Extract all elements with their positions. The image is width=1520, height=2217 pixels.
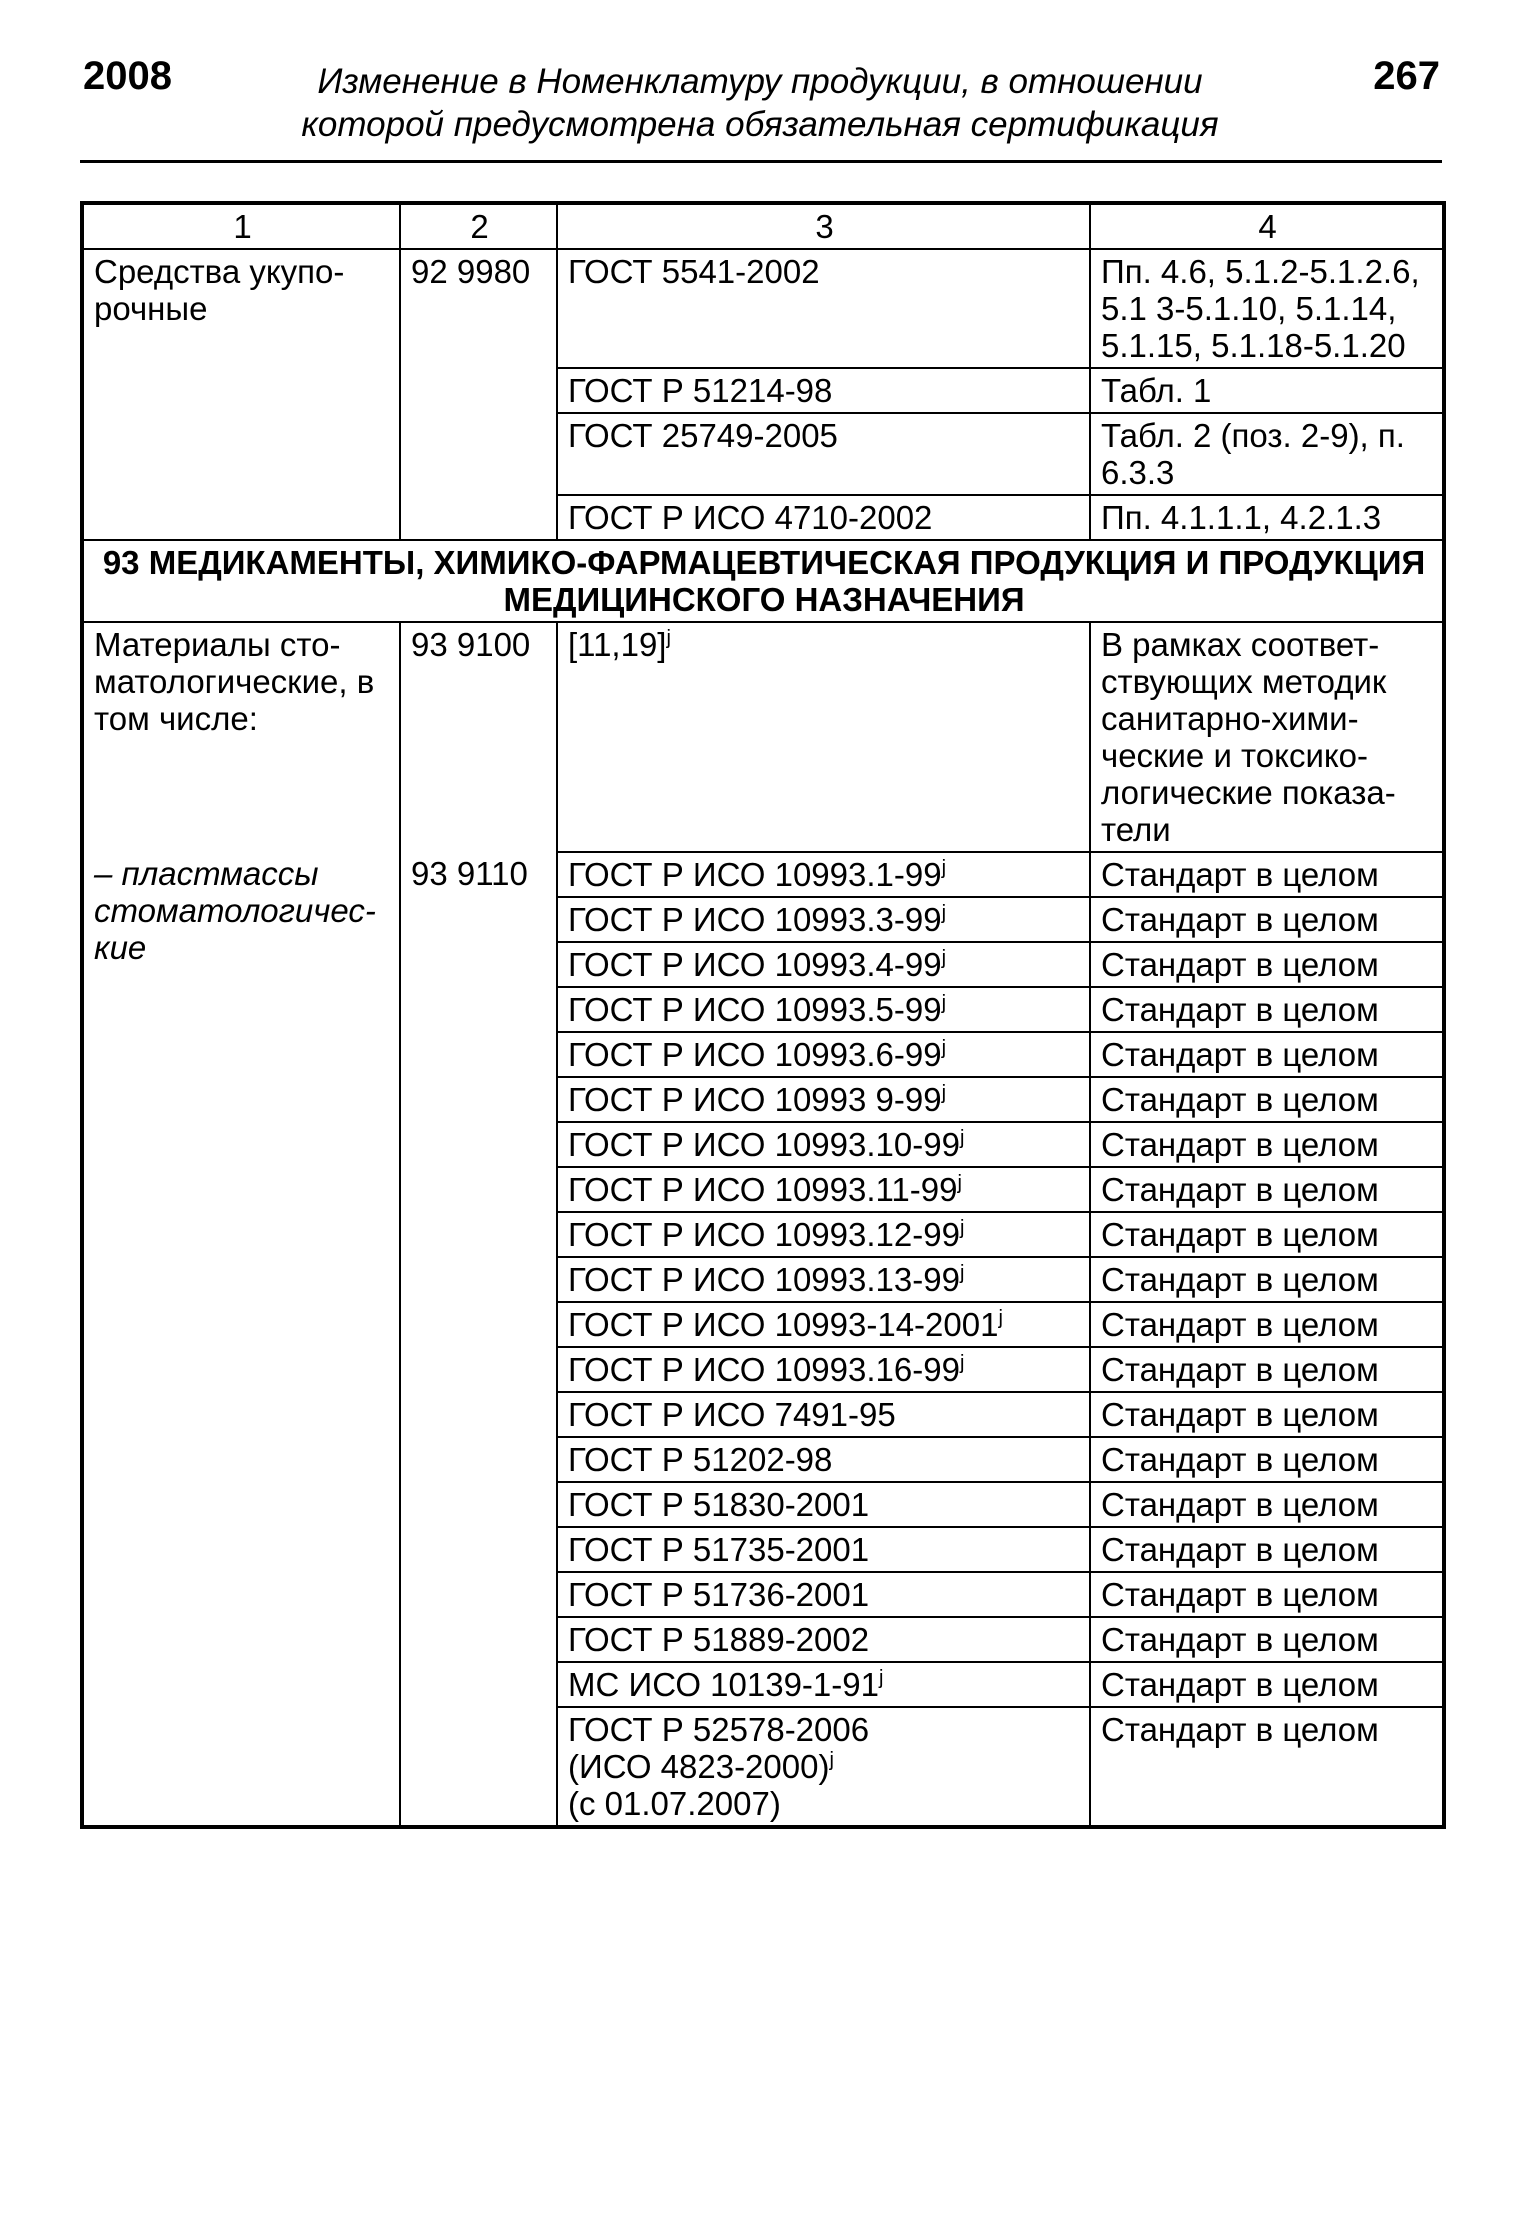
standard-cell: ГОСТ 25749-2005: [557, 413, 1090, 495]
standard-text: ГОСТ Р ИСО 10993.11-99: [568, 1171, 958, 1208]
standard-cell: [557, 1212, 1090, 1257]
standard-text: ГОСТ Р ИСО 10993.1-99: [568, 856, 942, 893]
standard-text: ГОСТ Р 51830-2001: [568, 1486, 870, 1523]
footnote-mark: j: [829, 1749, 834, 1771]
clause-cell: Пп. 4.1.1.1, 4.2.1.3: [1090, 495, 1444, 540]
column-number-row: [82, 203, 1444, 249]
clause-cell: Стандарт в целом: [1090, 1167, 1444, 1212]
product-name: – пластмассы стоматологичес-кие: [82, 852, 400, 1827]
footnote-mark: j: [957, 1172, 962, 1194]
standard-cell: [557, 1032, 1090, 1077]
footnote-mark: j: [959, 1262, 965, 1284]
clause-cell: Стандарт в целом: [1090, 897, 1444, 942]
table-row: [82, 622, 1444, 852]
clause-cell: Стандарт в целом: [1090, 1572, 1444, 1617]
standard-text: ГОСТ Р 52578-2006: [568, 1711, 870, 1748]
standard-line: [568, 1785, 1081, 1822]
product-name: Средства укупо-рочные: [82, 249, 400, 540]
standard-line: [568, 1748, 1081, 1785]
product-name: Материалы сто-матологические, в том числе:: [82, 622, 400, 852]
standard-cell: [557, 1437, 1090, 1482]
standard-cell: [557, 987, 1090, 1032]
clause-cell: Стандарт в целом: [1090, 1257, 1444, 1302]
standard-cell: [557, 1572, 1090, 1617]
standard-text: ГОСТ Р 51736-2001: [568, 1576, 870, 1613]
clause-cell: Табл. 2 (поз. 2-9), п. 6.3.3: [1090, 413, 1444, 495]
header-year: 2008: [83, 54, 172, 98]
standard-cell: [557, 942, 1090, 987]
standard-cell: [557, 1707, 1090, 1827]
product-code: 92 9980: [400, 249, 557, 540]
clause-cell: Стандарт в целом: [1090, 942, 1444, 987]
standard-cell: [557, 852, 1090, 897]
standard-text: ГОСТ Р 51735-2001: [568, 1531, 870, 1568]
standard-text: ГОСТ Р ИСО 10993 9-99: [568, 1081, 942, 1118]
clause-cell: Табл. 1: [1090, 368, 1444, 413]
standard-text: (ИСО 4823-2000): [568, 1748, 830, 1785]
standard-text: ГОСТ Р 51202-98: [568, 1441, 833, 1478]
standard-text: МС ИСО 10139-1-91: [568, 1666, 879, 1703]
footnote-mark: j: [941, 857, 947, 879]
table-body: [82, 203, 1444, 1827]
standard-text: [11,19]: [568, 626, 667, 663]
page-number: 267: [1373, 54, 1440, 98]
clause-cell: Стандарт в целом: [1090, 1212, 1444, 1257]
footnote-mark: j: [878, 1667, 884, 1689]
clause-cell: Стандарт в целом: [1090, 1437, 1444, 1482]
header-title-line2: которой предусмотрена обязательная сертификация: [301, 105, 1219, 144]
footnote-mark: j: [941, 992, 947, 1014]
clause-cell: Стандарт в целом: [1090, 1302, 1444, 1347]
footnote-mark: j: [941, 1037, 947, 1059]
clause-cell: Стандарт в целом: [1090, 1122, 1444, 1167]
clause-cell: Стандарт в целом: [1090, 1032, 1444, 1077]
standard-cell: [557, 1302, 1090, 1347]
standard-text: ГОСТ Р ИСО 7491-95: [568, 1396, 896, 1433]
standard-text: ГОСТ Р ИСО 10993.13-99: [568, 1261, 960, 1298]
header-title: [200, 60, 1320, 146]
standard-cell: [557, 1077, 1090, 1122]
footnote-mark: j: [959, 1217, 965, 1239]
clause-cell: Стандарт в целом: [1090, 1527, 1444, 1572]
footnote-mark: j: [941, 947, 947, 969]
standard-text: ГОСТ Р ИСО 10993.6-99: [568, 1036, 942, 1073]
clause-cell: Стандарт в целом: [1090, 1347, 1444, 1392]
standard-cell: [557, 1257, 1090, 1302]
product-code: 93 9100: [400, 622, 557, 852]
column-number-3: 3: [557, 203, 1090, 249]
clause-cell: Стандарт в целом: [1090, 987, 1444, 1032]
standard-cell: [557, 1392, 1090, 1437]
standard-cell: [557, 1527, 1090, 1572]
standard-text: ГОСТ Р ИСО 10993.3-99: [568, 901, 942, 938]
standard-cell: [557, 1617, 1090, 1662]
standard-cell: [557, 622, 1090, 852]
column-number-2: 2: [400, 203, 557, 249]
standard-text: ГОСТ Р ИСО 10993-14-2001: [568, 1306, 999, 1343]
standard-line: [568, 1711, 1081, 1748]
table-row: [82, 852, 1444, 897]
standard-text: ГОСТ Р ИСО 10993.5-99: [568, 991, 942, 1028]
standard-text: ГОСТ Р 51889-2002: [568, 1621, 870, 1658]
standard-text: ГОСТ Р ИСО 10993.10-99: [568, 1126, 960, 1163]
standard-cell: [557, 1167, 1090, 1212]
standard-cell: ГОСТ Р 51214-98: [557, 368, 1090, 413]
clause-cell: Пп. 4.6, 5.1.2-5.1.2.6, 5.1 3-5.1.10, 5.1.14, 5.1.15, 5.1.18-5.1.20: [1090, 249, 1444, 368]
standard-cell: [557, 1482, 1090, 1527]
footnote-mark: j: [941, 902, 947, 924]
footnote-mark: j: [959, 1352, 965, 1374]
footnote-mark: j: [998, 1307, 1003, 1329]
standard-cell: [557, 1347, 1090, 1392]
standard-text: (с 01.07.2007): [568, 1785, 781, 1822]
clause-cell: Стандарт в целом: [1090, 852, 1444, 897]
header-rule: [80, 160, 1442, 163]
standard-text: ГОСТ Р ИСО 10993.12-99: [568, 1216, 960, 1253]
table-row: [82, 249, 1444, 368]
product-code: 93 9110: [400, 852, 557, 1827]
standard-cell: [557, 1662, 1090, 1707]
standard-cell: [557, 1122, 1090, 1167]
column-number-1: 1: [82, 203, 400, 249]
standard-cell: ГОСТ Р ИСО 4710-2002: [557, 495, 1090, 540]
clause-cell: Стандарт в целом: [1090, 1707, 1444, 1827]
footnote-mark: j: [959, 1127, 965, 1149]
standard-text: ГОСТ Р ИСО 10993.4-99: [568, 946, 942, 983]
header-title-line1: Изменение в Номенклатуру продукции, в отношении: [317, 62, 1203, 101]
clause-cell: Стандарт в целом: [1090, 1077, 1444, 1122]
section-row: [82, 540, 1444, 622]
column-number-4: 4: [1090, 203, 1444, 249]
standard-cell: ГОСТ 5541-2002: [557, 249, 1090, 368]
clause-cell: Стандарт в целом: [1090, 1482, 1444, 1527]
standard-cell: [557, 897, 1090, 942]
clause-cell: Стандарт в целом: [1090, 1392, 1444, 1437]
footnote-mark: j: [666, 627, 671, 649]
section-title: 93 МЕДИКАМЕНТЫ, ХИМИКО-ФАРМАЦЕВТИЧЕСКАЯ ПРОДУКЦИЯ И ПРОДУКЦИЯ МЕДИЦИНСКОГО НАЗНАЧЕНИЯ: [82, 540, 1444, 622]
standard-text: ГОСТ Р ИСО 10993.16-99: [568, 1351, 960, 1388]
clause-cell: Стандарт в целом: [1090, 1662, 1444, 1707]
clause-cell: В рамках соответ-ствующих методик санитарно-хими-ческие и токсико-логические показа-тели: [1090, 622, 1444, 852]
clause-cell: Стандарт в целом: [1090, 1617, 1444, 1662]
certification-table: [80, 201, 1446, 1829]
footnote-mark: j: [941, 1082, 947, 1104]
